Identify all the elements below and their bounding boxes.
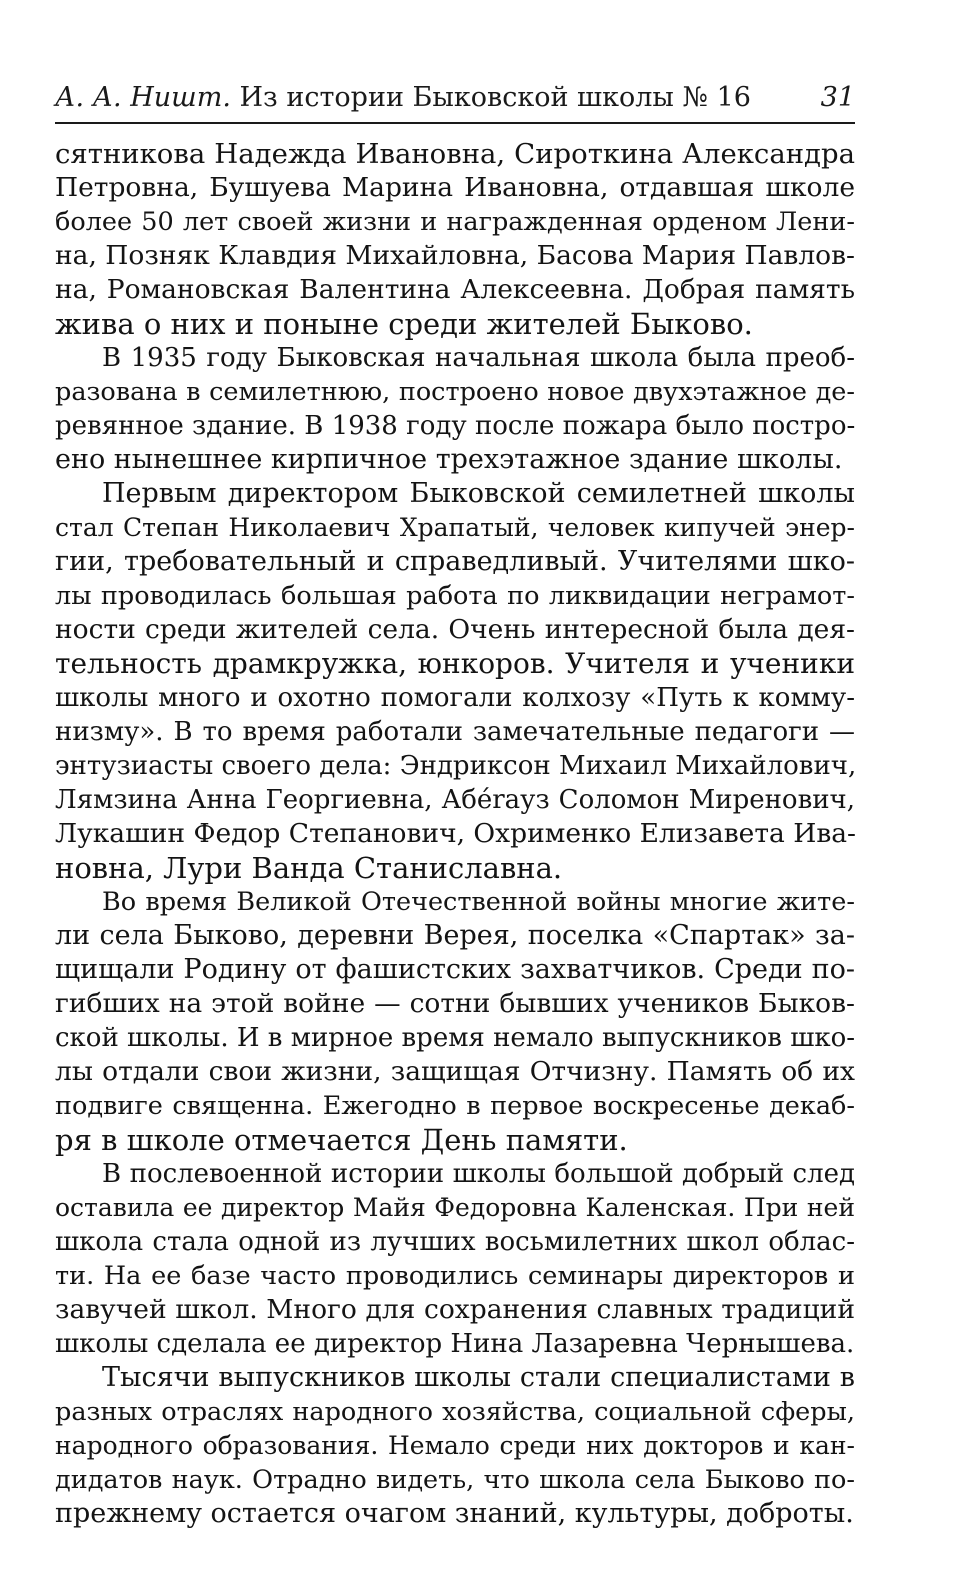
- text-line: Тысячи выпускников школы стали специалистами в: [102, 1362, 855, 1393]
- text-line: В послевоенной истории школы большой добрый след: [102, 1159, 855, 1189]
- text-line: ли села Быково, деревни Верея, поселка «Спартак» за-: [55, 920, 855, 951]
- text-line: В 1935 году Быковская начальная школа была преоб-: [102, 343, 855, 373]
- page-number: 31: [820, 82, 855, 113]
- text-line: завучей школ. Много для сохранения славных традиций: [55, 1294, 855, 1325]
- text-line: школа стала одной из лучших восьмилетних школ облас-: [55, 1227, 855, 1257]
- text-line: Первым директором Быковской семилетней школы: [102, 478, 855, 509]
- text-line: тельность драмкружка, юнкоров. Учителя и ученики: [55, 647, 855, 680]
- text-line: подвиге священна. Ежегодно в первое воскресенье декаб-: [55, 1091, 855, 1121]
- text-line: сятникова Надежда Ивановна, Сироткина Александра: [55, 138, 855, 170]
- text-line: энтузиасты своего дела: Эндриксон Михаил Михайлович,: [55, 751, 857, 781]
- text-line: разных отраслях народного хозяйства, социальной сферы,: [55, 1397, 855, 1427]
- text-line: на, Позняк Клавдия Михайловна, Басова Мария Павлов-: [55, 240, 855, 271]
- text-line: лы отдали свои жизни, защищая Отчизну. Память об их: [55, 1056, 855, 1087]
- text-line: ской школы. И в мирное время немало выпускников шко-: [55, 1023, 856, 1053]
- text-line: новна, Лури Ванда Станиславна.: [55, 851, 563, 885]
- running-head: [55, 82, 855, 122]
- text-line: низму». В то время работали замечательные педагоги —: [55, 717, 855, 747]
- text-line: гии, требовательный и справедливый. Учителями шко-: [55, 546, 855, 577]
- text-line: гибших на этой войне — сотни бывших учеников Быков-: [55, 988, 855, 1019]
- paragraph-2: [55, 341, 855, 477]
- header-author: А. А. Ништ.: [55, 82, 231, 113]
- text-line: ревянное здание. В 1938 году после пожара было постро-: [55, 411, 856, 441]
- text-line: оставила ее директор Майя Федоровна Каленская. При ней: [55, 1193, 855, 1222]
- text-line: Во время Великой Отечественной войны многие жите-: [102, 887, 855, 917]
- paragraph-1: [55, 137, 855, 341]
- text-line: на, Романовская Валентина Алексеевна. Добрая память: [55, 274, 855, 305]
- text-line: школы сделала ее директор Нина Лазаревна Чернышева.: [55, 1329, 855, 1359]
- text-line: Лукашин Федор Степанович, Охрименко Елизавета Ива-: [55, 818, 856, 849]
- paragraph-5: [55, 1157, 855, 1361]
- text-line: ности среди жителей села. Очень интересной была дея-: [55, 614, 855, 645]
- paragraph-3: [55, 477, 855, 885]
- text-line: разована в семилетнюю, построено новое двухэтажное де-: [55, 377, 855, 407]
- text-line: дидатов наук. Отрадно видеть, что школа села Быково по-: [55, 1465, 855, 1495]
- text-line: лы проводилась большая работа по ликвидации неграмот-: [55, 581, 855, 611]
- text-line: более 50 лет своей жизни и награжденная орденом Лени-: [55, 207, 855, 237]
- text-line: народного образования. Немало среди них докторов и кан-: [55, 1431, 855, 1460]
- paragraph-4: [55, 885, 855, 1157]
- text-line: ря в школе отмечается День памяти.: [55, 1123, 628, 1157]
- text-line: Лямзина Анна Георгиевна, Абérауз Соломон Миренович,: [55, 785, 855, 815]
- text-line: Петровна, Бушуева Марина Ивановна, отдавшая школе: [55, 172, 855, 203]
- text-line: жива о них и поныне среди жителей Быково.: [55, 307, 753, 341]
- body-text: [55, 137, 855, 1531]
- text-line: щищали Родину от фашистских захватчиков. Среди по-: [55, 954, 855, 985]
- text-line: ено нынешнее кирпичное трехэтажное здание школы.: [55, 444, 843, 475]
- text-line: прежнему остается очагом знаний, культуры, доброты.: [55, 1498, 854, 1529]
- text-line: школы много и охотно помогали колхозу «Путь к комму-: [55, 683, 855, 713]
- text-line: стал Степан Николаевич Храпатый, человек кипучей энер-: [55, 513, 855, 542]
- header-rule: [55, 122, 855, 124]
- header-title: Из истории Быковской школы № 16: [239, 82, 751, 113]
- paragraph-6: [55, 1361, 855, 1531]
- text-line: ти. На ее базе часто проводились семинары директоров и: [55, 1261, 855, 1291]
